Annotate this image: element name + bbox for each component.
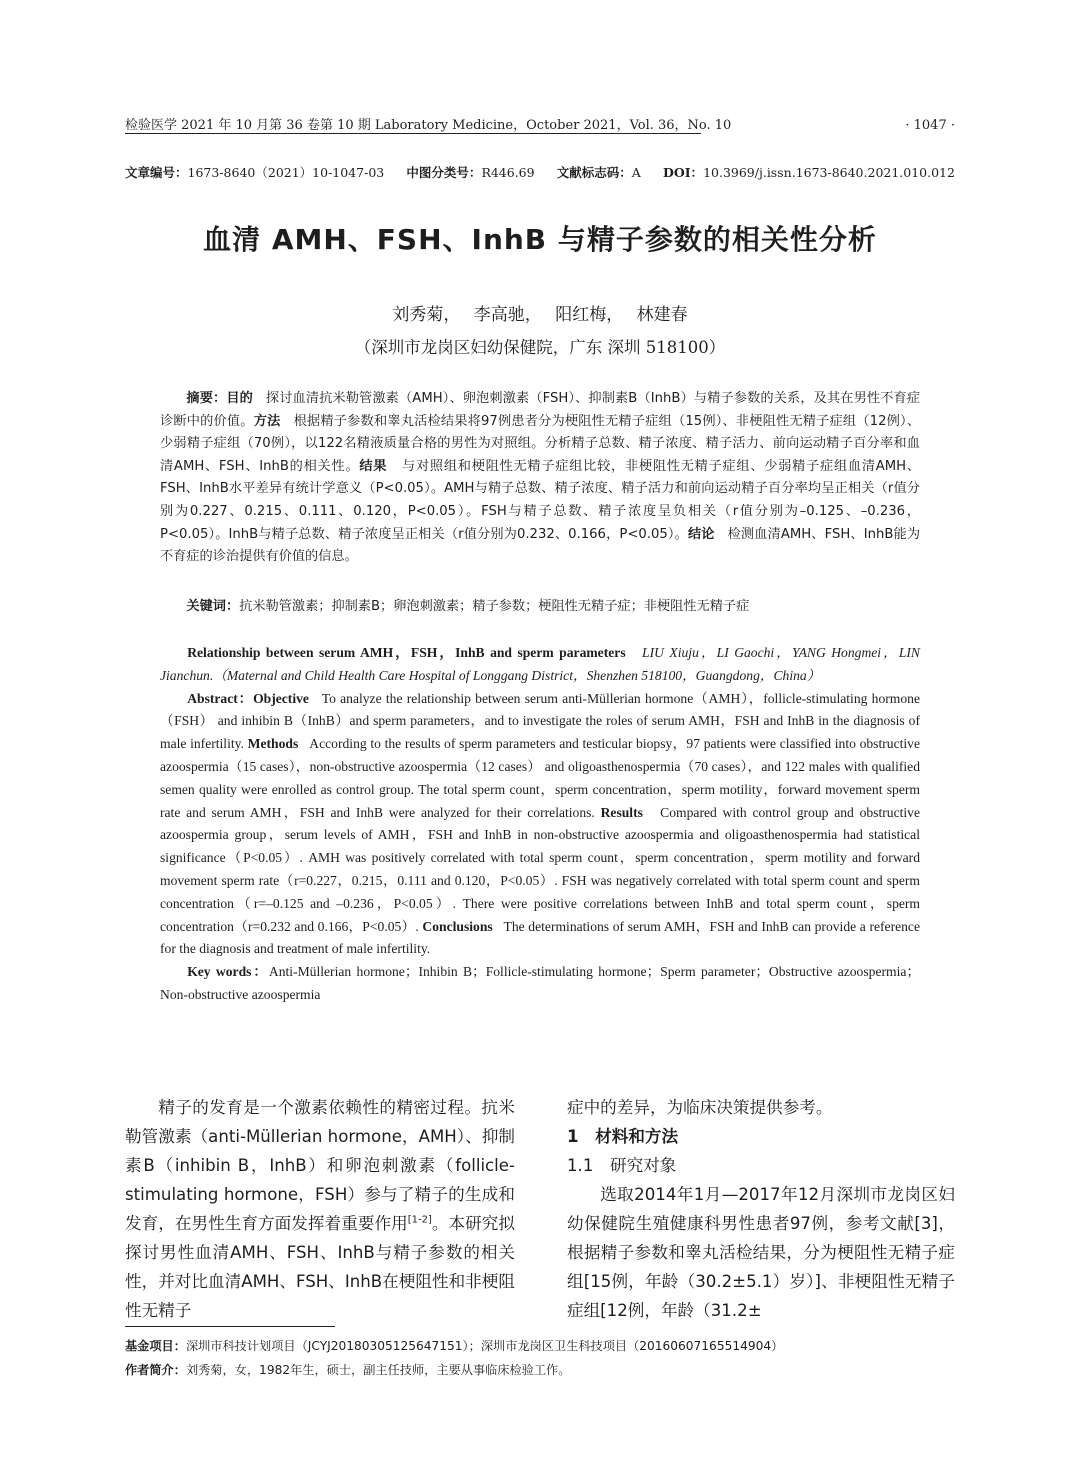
chinese-abstract [160,388,920,569]
english-objective: To analyze the relationship between serum anti-Müllerian hormone（AMH），follicle-stimulating hormone（FSH） and inhibin B（InhB）and sperm parameters，and to investigate the roles of serum AMH，FSH and InhB in the diagnosis of male infertility. [160,690,920,752]
introduction-paragraph: 精子的发育是一个激素依赖性的精密过程。抗米勒管激素（anti-Müllerian hormone，AMH）、抑制素B（inhibin B，InhB）和卵泡刺激素（follicle-stimulating hormone，FSH）参与了精子的生成和发育，在男性生育方面发挥着重要作用[1-2]。本研究拟探讨男性血清AMH、FSH、InhB与精子参数的相关性，并对比血清AMH、FSH、InhB在梗阻性和非梗阻性无精子 [125,1098,516,1320]
doi: DOI：10.3969/j.issn.1673-8640.2021.010.012 [662,165,955,180]
clc-number: 中图分类号：R446.69 [406,165,535,180]
affiliation: （深圳市龙岗区妇幼保健院，广东 深圳 518100） [354,338,726,357]
body-column-left [125,1093,515,1325]
abstract-conclusion: 检测血清AMH、FSH、InhB能为不育症的诊治提供有价值的信息。 [160,526,921,565]
english-title: Relationship between serum AMH，FSH，InhB and sperm parameters [187,645,626,660]
citation: [1-2] [407,1214,432,1226]
page-number: · 1047 · [905,118,955,133]
abstract-methods: 根据精子参数和睾丸活检结果将97例患者分为梗阻性无精子症组（15例）、非梗阻性无精子症组（12例）、少弱精子症组（70例），以122名精液质量合格的男性为对照组。分析精子总数、精子浓度、精子活力、前向运动精子百分率和血清AMH、FSH、InhB的相关性。 [160,413,921,474]
section-heading: 1 材料和方法 [567,1127,679,1146]
footnotes [125,1334,955,1382]
english-keywords: Key words：Anti-Müllerian hormone；Inhibin B；Follicle-stimulating hormone；Sperm parameter；Obstructive azoospermia；Non-obstructive azoospermia [160,964,920,1002]
header-rule [125,133,701,134]
article-meta [125,163,955,181]
abstract-results: 与对照组和梗阻性无精子症组比较，非梗阻性无精子症组、少弱精子症组血清AMH、FSH、InhB水平差异有统计学意义（P<0.05）。AMH与精子总数、精子浓度、精子活力和前向运动精子百分率均呈正相关（r值分别为0.227、0.215、0.111、0.120，P<0.05）。FSH与精子总数、精子浓度呈负相关（r值分别为–0.125、–0.236，P<0.05）。InhB与精子总数、精子浓度呈正相关（r值分别为0.232、0.166，P<0.05）。 [160,458,921,542]
body-column-right [567,1093,955,1325]
english-authors: LIU Xiuju，LI Gaochi，YANG Hongmei，LIN Jianchun. [160,645,920,683]
fund-note: 基金项目：深圳市科技计划项目（JCYJ20180305125647151）；深圳市龙岗区卫生科技项目（20160607165514904） [125,1339,784,1353]
abstract-objective: 探讨血清抗米勒管激素（AMH）、卵泡刺激素（FSH）、抑制素B（InhB）与精子参数的关系，及其在男性不育症诊断中的价值。 [160,391,921,429]
author-bio: 作者简介：刘秀菊，女，1982年生，硕士，副主任技师，主要从事临床检验工作。 [125,1363,571,1377]
subjects-paragraph: 选取2014年1月—2017年12月深圳市龙岗区妇幼保健院生殖健康科男性患者97例，参考文献[3]，根据精子参数和睾丸活检结果，分为梗阻性无精子症组[15例，年龄（30.2±5.1）岁）]、非梗阻性无精子症组[12例，年龄（31.2± [567,1185,955,1320]
english-methods: According to the results of sperm parameters and testicular biopsy，97 patients were classified into obstructive azoospermia（15 cases），non-obstructive azoospermia（12 cases） and oligoasthenospermia（70 cases），and 122 males with qualified semen quality were enrolled as control group. The total sperm count，sperm concentration，sperm motility，forward movement sperm rate and serum AMH，FSH and InhB were analyzed for their correlations. [160,736,920,820]
methods-label: 方法 [253,413,281,429]
footnote-rule [125,1326,335,1327]
results-label: 结果 [359,458,388,474]
running-header [125,114,955,133]
chinese-keywords: 关键词：抗米勒管激素；抑制素B；卵泡刺激素；精子参数；梗阻性无精子症；非梗阻性无精子症 [186,599,750,614]
subsection-heading: 1.1 研究对象 [567,1156,677,1175]
document-code: 文献标志码：A [556,165,641,180]
english-conclusions: The determinations of serum AMH，FSH and InhB can provide a reference for the diagnosis and treatment of male infertility. [160,918,920,957]
authors: 刘秀菊， 李高驰， 阳红梅， 林建春 [392,305,688,325]
journal-citation: 检验医学 2021 年 10 月第 36 卷第 10 期 Laboratory Medicine，October 2021，Vol. 36，No. 10 [125,118,732,133]
article-title: 血清 AMH、FSH、InhB 与精子参数的相关性分析 [203,223,877,256]
english-abstract: Relationship between serum AMH，FSH，InhB and sperm parameters LIU Xiuju，LI Gaochi，YANG Hongmei，LIN Jianchun.（Maternal and Child Health Care Hospital of Longgang District，Shenzhen 518100，Guangdong，China） Abstract：Objective To analyze the relationship between serum anti-Müllerian hormone（AMH），follicle-stimulating hormone（FSH） and inhibin B（InhB）and sperm parameters，and to investigate the roles of serum AMH，FSH and InhB in the diagnosis of male infertility. Methods According to the results of sperm parameters and testicular biopsy，97 patients were classified into obstructive azoospermia（15 cases），non-obstructive azoospermia（12 cases） and oligoasthenospermia（70 cases），and 122 males with qualified semen quality were enrolled as control group. The total sperm count，sperm concentration，sperm motility，forward movement sperm rate and serum AMH，FSH and InhB were analyzed for their correlations. Results Compared with control group and obstructive azoospermia group，serum levels of AMH，FSH and InhB in non-obstructive azoospermia and oligoasthenospermia had statistical significance（P<0.05）. AMH was positively correlated with total sperm count，sperm concentration，sperm motility and forward movement sperm rate（r=0.227，0.215，0.111 and 0.120，P<0.05）. FSH was negatively correlated with total sperm count and sperm concentration（r=–0.125 and –0.236，P<0.05）. There were positive correlations between InhB and total sperm count，sperm concentration（r=0.232 and 0.166，P<0.05）. Conclusions The determinations of serum AMH，FSH and InhB can provide a reference for the diagnosis and treatment of male infertility. Key words：Anti-Müllerian hormone；Inhibin B；Follicle-stimulating hormone；Sperm parameter；Obstructive azoospermia；Non-obstructive azoospermia [160,642,920,1007]
introduction-continued: 症中的差异，为临床决策提供参考。 [567,1098,833,1117]
article-number: 文章编号：1673-8640（2021）10-1047-03 [125,165,385,180]
english-results: Compared with control group and obstructive azoospermia group，serum levels of AMH，FSH and InhB in non-obstructive azoospermia and oligoasthenospermia had statistical significance（P<0.05）. AMH was positively correlated with total sperm count，sperm concentration，sperm motility and forward movement sperm rate（r=0.227，0.215，0.111 and 0.120，P<0.05）. FSH was negatively correlated with total sperm count and sperm concentration（r=–0.125 and –0.236，P<0.05）. There were positive correlations between InhB and total sperm count，sperm concentration（r=0.232 and 0.166，P<0.05）. [160,804,920,934]
english-affiliation: （Maternal and Child Health Care Hospital of Longgang District，Shenzhen 518100，Guangdong，China） [213,667,821,683]
abstract-label: 摘要：目的 [186,391,253,406]
conclusion-label: 结论 [687,526,715,542]
